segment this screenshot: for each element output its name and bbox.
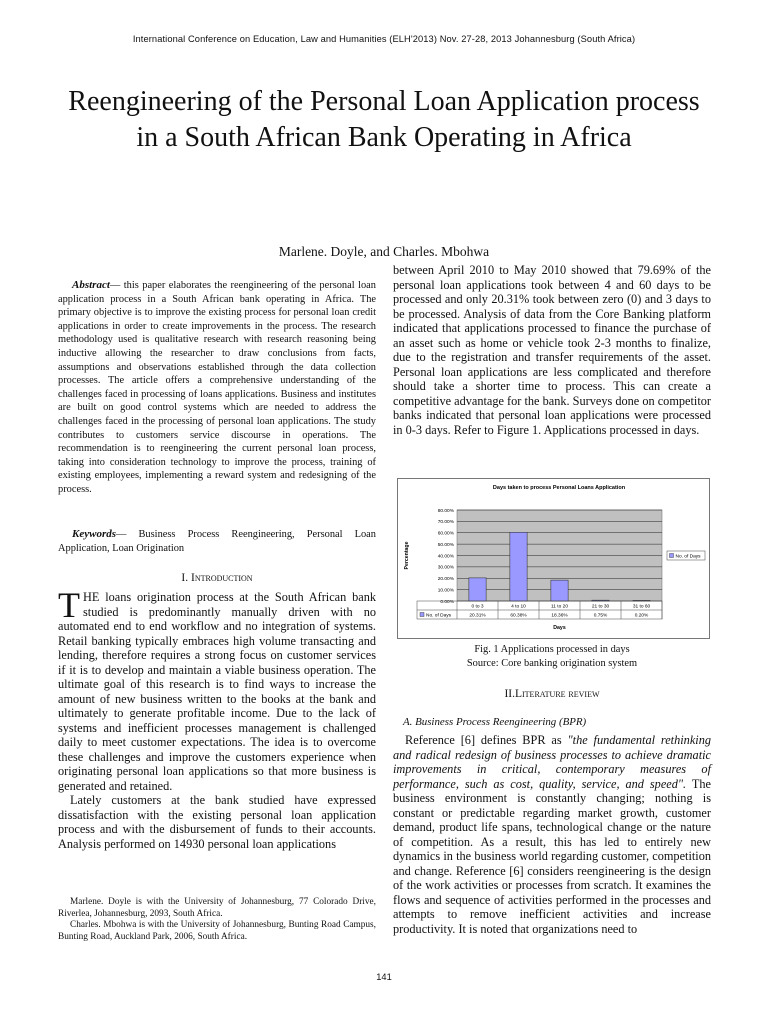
x-category-label: 0 to 3 bbox=[471, 604, 484, 610]
bar-chart-svg bbox=[398, 479, 709, 638]
figure-caption: Fig. 1 Applications processed in days bbox=[474, 644, 630, 655]
y-tick-label: 0.00% bbox=[440, 599, 454, 605]
y-tick-label: 80.00% bbox=[437, 508, 454, 514]
legend-label: No. of Days bbox=[675, 554, 701, 560]
footnote-1: Marlene. Doyle is with the University of Johannesburg, 77 Colorado Drive, Riverlea, Johannesburg, 2093, South Africa. bbox=[58, 897, 376, 919]
figure-1-chart bbox=[397, 478, 710, 639]
authors: Marlene. Doyle, and Charles. Mbohwa bbox=[278, 244, 490, 259]
bar bbox=[551, 580, 568, 601]
right-paragraph-1: between April 2010 to May 2010 showed that 79.69% of the personal loan applications took between 4 and 60 days to be processed and only 20.31% took between zero (0) and 3 days to be processed. Analysis of data from the Core Banking platform indicated that applications processed to finance the purchase of an asset such as home or vehicle took 2-3 months to finalize, due to the registration and transfer requirements of the asset. Personal loan applications are less complicated and therefore should take a shorter time to process. This can create a competitive advantage for the bank. Surveys done on competitor banks indicated that personal loan applications were processed in 0-3 days. Refer to Figure 1. Applications processed in days. bbox=[393, 263, 711, 437]
section-number: II. bbox=[504, 688, 515, 700]
section-heading-literature-review bbox=[393, 688, 711, 700]
x-category-label: 11 to 20 bbox=[551, 604, 568, 610]
drop-cap: T bbox=[58, 585, 80, 625]
bar bbox=[469, 578, 486, 601]
data-label: 0.20% bbox=[634, 613, 649, 619]
paper-title: Reengineering of the Personal Loan Application process in a South African Bank Operating in Africa bbox=[68, 86, 700, 153]
y-tick-label: 10.00% bbox=[437, 588, 454, 594]
keywords-text: — Business Process Reengineering, Personal Loan Application, Loan Origination bbox=[58, 529, 376, 554]
chart-title: Days taken to process Personal Loans Application bbox=[492, 485, 626, 491]
x-axis-label: Days bbox=[553, 625, 566, 631]
right-paragraph-2 bbox=[393, 733, 711, 936]
y-tick-label: 70.00% bbox=[437, 520, 454, 526]
section-title: Introduction bbox=[190, 572, 253, 584]
abstract-label: Abstract bbox=[72, 279, 110, 291]
data-label: 0.75% bbox=[593, 613, 608, 619]
bpr-body: The business environment is constantly changing; nothing is constant or predictable regarding market growth, customer demand, product life spans, technological change or the nature of competition. As a result, this has led to entirely new dynamics in the business world regarding customer, competition and change. Reference [6] considers reengineering is the design of the work activities or processes from scratch. It examines the flows and sequence of activities performed in the processes and attempts to remove inefficient activities and increase productivity. It is noted that organizations need to bbox=[393, 776, 711, 936]
bar bbox=[510, 532, 527, 601]
table-row-label: No. of Days bbox=[426, 613, 452, 619]
intro-paragraph-1-text: HE loans origination process at the South African bank studied is predominantly manually driven with no automated end to end workflow and no integration of systems. Retail banking typically embraces high volume transacting and lending, therefore requires a strong focus on customer services if it is to develop and maintain a viable business operation. The ultimate goal of this research is to find ways to increase the amount of new business written to the books at the bank and ultimately to generate profitable income. Due to the lack of systems and inefficient processes management is challenged daily to meet customer expectations. The idea is to overcome these challenges and improve the customers experience when originating personal loan applications so that more business is generated and retained. bbox=[58, 590, 376, 793]
y-tick-label: 20.00% bbox=[437, 577, 454, 583]
y-axis-label: Percentage bbox=[404, 541, 410, 570]
y-tick-label: 30.00% bbox=[437, 565, 454, 571]
legend-swatch bbox=[670, 554, 674, 558]
intro-paragraph-2: Lately customers at the bank studied have expressed dissatisfaction with the existing personal loan application process and with the disbursement of funds to their accounts. Analysis performed on 14930 personal loan applications bbox=[58, 793, 376, 851]
author-footnotes bbox=[58, 897, 376, 943]
abstract-text: — this paper elaborates the reengineering of the personal loan application process in a South African bank operating in Africa. The primary objective is to improve the existing process for personal loan credit applications in order to create improvements in the process. The research methodology used is qualitative research with research reasoning being inductive allowing the researcher to draw conclusions from facts, assumptions and observations established through the data collection processes. The article offers a comprehensive understanding of the challenges faced in processing of loans applications. Business and institutes are built on good control systems which are needed to address the challenges faced in the processing of personal loan applications. The study contributes to customers service discourse in operations. The recommendation is to reengineering the current personal loan process, taking into consideration technology to improve the process, training of existing employees, implementing a reward system and redesigning of the process. bbox=[58, 280, 376, 495]
data-label: 60.38% bbox=[510, 613, 527, 619]
x-category-label: 31 to 60 bbox=[632, 604, 651, 610]
page-number: 141 bbox=[376, 972, 392, 982]
bpr-definition-quote: "the fundamental rethinking and radical redesign of business processes to achieve dramatic improvements in critical, contemporary measures of performance, such as cost, quality, service, and speed". bbox=[393, 733, 711, 791]
data-label: 18.36% bbox=[551, 613, 568, 619]
running-header: International Conference on Education, Law and Humanities (ELH'2013) Nov. 27-28, 2013 Johannesburg (South Africa) bbox=[132, 34, 636, 44]
y-tick-label: 60.00% bbox=[437, 531, 454, 537]
data-label: 20.31% bbox=[469, 613, 486, 619]
figure-source: Source: Core banking origination system bbox=[466, 658, 638, 669]
intro-paragraph-1 bbox=[58, 585, 376, 793]
bpr-intro: Reference [6] defines BPR as bbox=[405, 733, 568, 747]
section-heading-introduction bbox=[58, 572, 376, 584]
x-category-label: 4 to 10 bbox=[511, 604, 526, 610]
table-legend-swatch bbox=[420, 613, 424, 617]
introduction-body bbox=[58, 585, 376, 851]
y-tick-label: 50.00% bbox=[437, 542, 454, 548]
x-category-label: 21 to 30 bbox=[591, 604, 610, 610]
y-tick-label: 40.00% bbox=[437, 554, 454, 560]
section-title: Literature review bbox=[514, 688, 600, 700]
subsection-heading-bpr: A. Business Process Reengineering (BPR) bbox=[403, 716, 587, 728]
keywords bbox=[58, 528, 376, 555]
section-number: I. bbox=[181, 572, 191, 584]
footnote-2: Charles. Mbohwa is with the University of Johannesburg, Bunting Road Campus, Bunting Road, Auckland Park, 2006, South Africa. bbox=[58, 920, 376, 942]
keywords-label: Keywords bbox=[72, 528, 116, 540]
abstract bbox=[58, 279, 376, 497]
